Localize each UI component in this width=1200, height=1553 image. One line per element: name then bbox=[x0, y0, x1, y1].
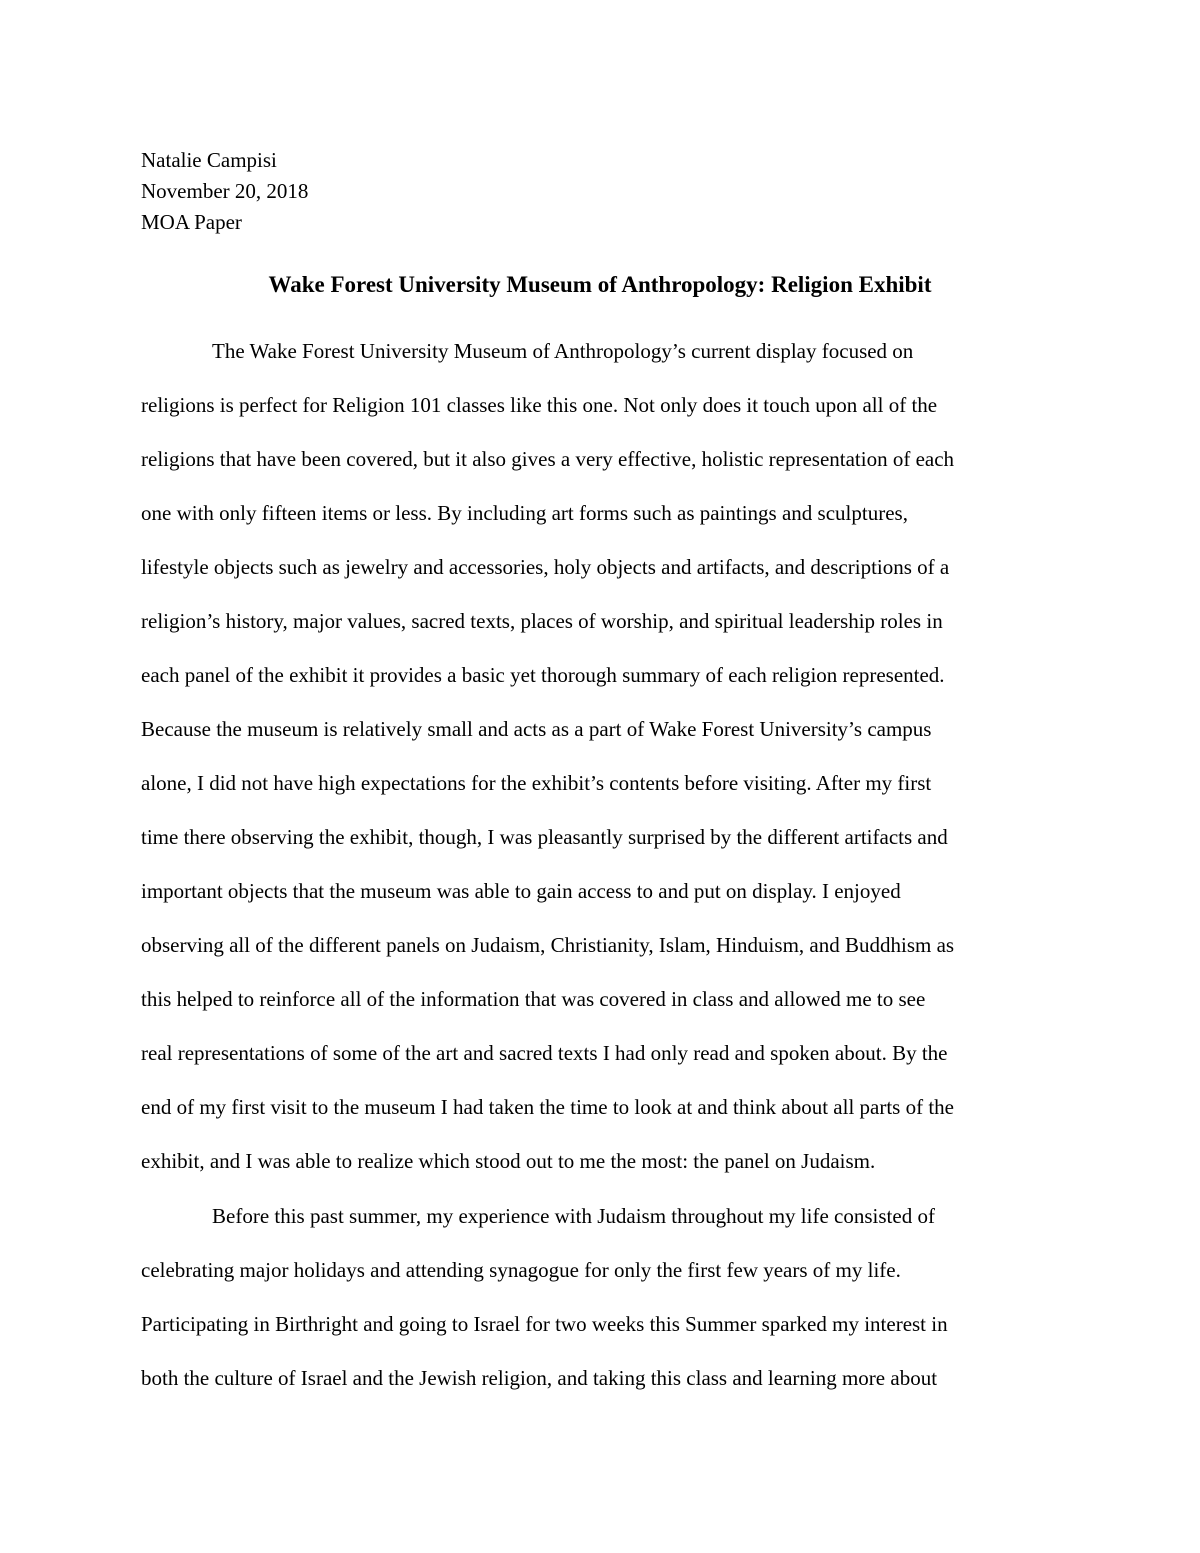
paragraph-2-line: Participating in Birthright and going to Israel for two weeks this Summer sparked my interest in bbox=[141, 1312, 948, 1336]
paragraph-2-line: celebrating major holidays and attending synagogue for only the first few years of my life. bbox=[141, 1258, 901, 1282]
paragraph-1-line: each panel of the exhibit it provides a basic yet thorough summary of each religion represented. bbox=[141, 663, 945, 687]
paragraph-1-line: religion’s history, major values, sacred texts, places of worship, and spiritual leadership roles in bbox=[141, 609, 943, 633]
paragraph-1-line: religions that have been covered, but it also gives a very effective, holistic representation of each bbox=[141, 447, 955, 471]
paragraph-1-line: observing all of the different panels on Judaism, Christianity, Islam, Hinduism, and Buddhism as bbox=[141, 933, 955, 957]
author-name: Natalie Campisi bbox=[141, 148, 277, 172]
paragraph-1-line: exhibit, and I was able to realize which stood out to me the most: the panel on Judaism. bbox=[141, 1149, 876, 1173]
paragraph-1-line: real representations of some of the art and sacred texts I had only read and spoken about. By the bbox=[141, 1041, 948, 1065]
paragraph-1-line: lifestyle objects such as jewelry and accessories, holy objects and artifacts, and descriptions of a bbox=[141, 555, 950, 579]
paragraph-1-line: The Wake Forest University Museum of Anthropology’s current display focused on bbox=[212, 339, 914, 363]
paper-date: November 20, 2018 bbox=[141, 179, 309, 203]
header-block bbox=[141, 145, 308, 238]
paragraph-1-line: important objects that the museum was able to gain access to and put on display. I enjoyed bbox=[141, 879, 901, 903]
paragraph-1-line: this helped to reinforce all of the information that was covered in class and allowed me to see bbox=[141, 987, 926, 1011]
paragraph-1-line: time there observing the exhibit, though, I was pleasantly surprised by the different artifacts and bbox=[141, 825, 948, 849]
paper-title: Wake Forest University Museum of Anthropology: Religion Exhibit bbox=[268, 272, 932, 297]
paragraph-1-line: end of my first visit to the museum I had taken the time to look at and think about all parts of the bbox=[141, 1095, 955, 1119]
paragraph-1-line: one with only fifteen items or less. By including art forms such as paintings and sculptures, bbox=[141, 501, 908, 525]
paragraph-2-line: Before this past summer, my experience with Judaism throughout my life consisted of bbox=[212, 1204, 935, 1228]
paragraph-1-line: alone, I did not have high expectations for the exhibit’s contents before visiting. After my first bbox=[141, 771, 932, 795]
paragraph-2-line: both the culture of Israel and the Jewish religion, and taking this class and learning more about bbox=[141, 1366, 938, 1390]
course-label: MOA Paper bbox=[141, 210, 242, 234]
paragraph-1-line: religions is perfect for Religion 101 classes like this one. Not only does it touch upon all of the bbox=[141, 393, 938, 417]
paragraph-1-line: Because the museum is relatively small and acts as a part of Wake Forest University’s campus bbox=[141, 717, 932, 741]
